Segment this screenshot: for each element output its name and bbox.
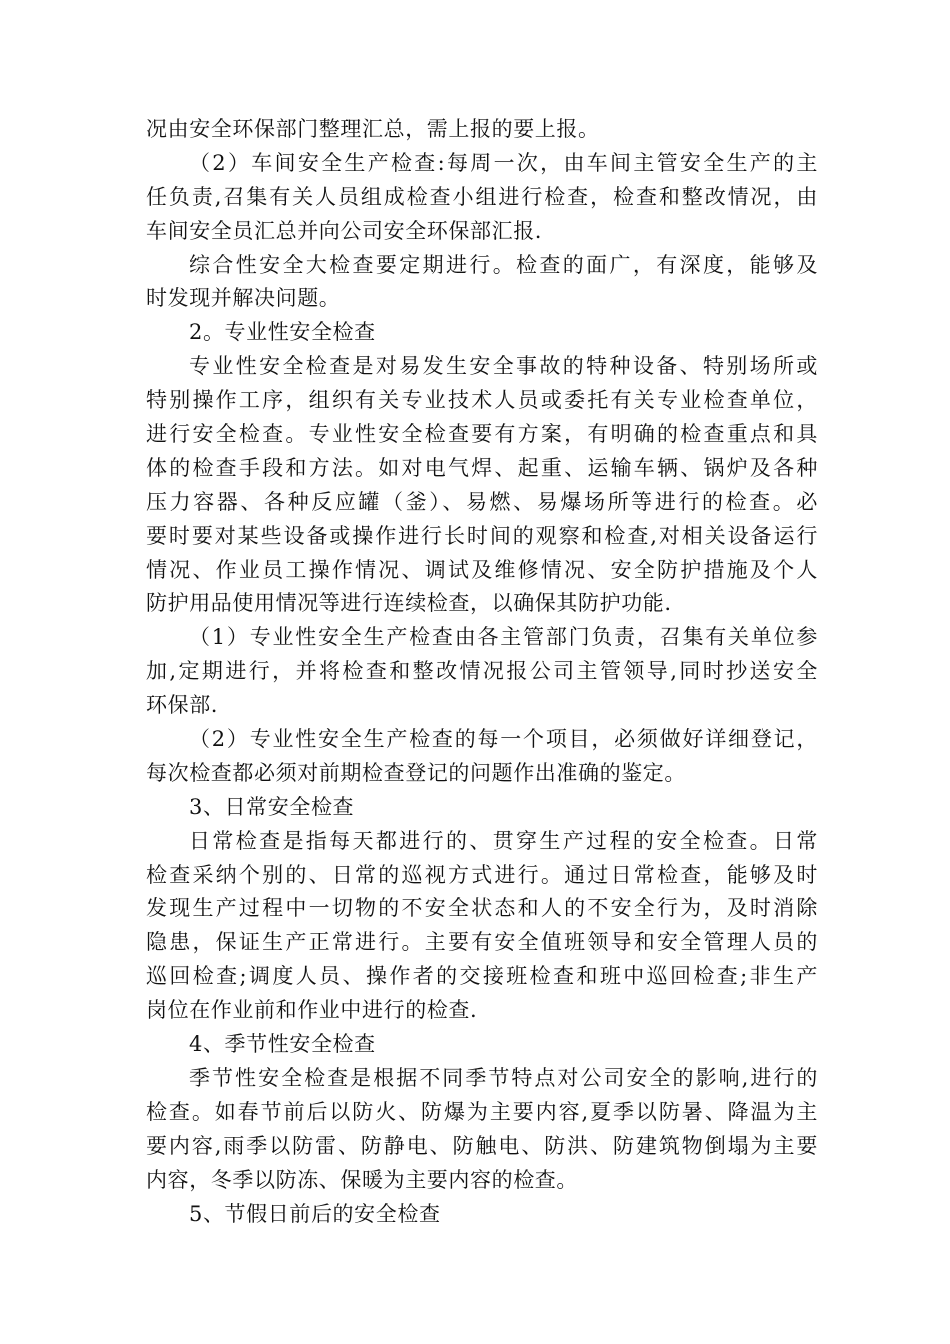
text-line: 季节性安全检查是根据不同季节特点对公司安全的影响,进行的: [189, 1065, 818, 1090]
section-heading: 5、节假日前后的安全检查: [189, 1201, 441, 1226]
text-line: 巡回检查;调度人员、操作者的交接班检查和班中巡回检查;非生产: [146, 964, 818, 989]
text-line: 特别操作工序，组织有关专业技术人员或委托有关专业检查单位，: [146, 388, 818, 413]
text-line: 隐患，保证生产正常进行。主要有安全值班领导和安全管理人员的: [146, 930, 818, 955]
text-line: 综合性安全大检查要定期进行。检查的面广，有深度，能够及: [189, 252, 818, 277]
document-page: [146, 113, 818, 1231]
text-line: （2）车间安全生产检查:每周一次，由车间主管安全生产的主: [189, 150, 818, 175]
text-line: 要内容,雨季以防雷、防静电、防触电、防洪、防建筑物倒塌为主要: [146, 1133, 818, 1158]
text-line: 要时要对某些设备或操作进行长时间的观察和检查,对相关设备运行: [146, 523, 818, 548]
text-line: 日常检查是指每天都进行的、贯穿生产过程的安全检查。日常: [189, 828, 818, 853]
text-line: 检查。如春节前后以防火、防爆为主要内容,夏季以防暑、降温为主: [146, 1099, 818, 1124]
text-line: （2）专业性安全生产检查的每一个项目，必须做好详细登记，: [189, 727, 818, 752]
text-line: 任负责,召集有关人员组成检查小组进行检查，检查和整改情况，由: [146, 184, 818, 209]
text-line: 体的检查手段和方法。如对电气焊、起重、运输车辆、锅炉及各种: [146, 455, 818, 480]
text-line: （1）专业性安全生产检查由各主管部门负责，召集有关单位参: [189, 625, 818, 650]
section-heading: 2。专业性安全检查: [189, 320, 376, 345]
text-line: 每次检查都必须对前期检查登记的问题作出准确的鉴定。: [146, 760, 686, 785]
text-line: 加,定期进行，并将检查和整改情况报公司主管领导,同时抄送安全: [146, 659, 818, 684]
text-line: 车间安全员汇总并向公司安全环保部汇报.: [146, 218, 543, 243]
text-line: 检查采纳个别的、日常的巡视方式进行。通过日常检查，能够及时: [146, 862, 818, 887]
text-line: 防护用品使用情况等进行连续检查，以确保其防护功能.: [146, 591, 672, 616]
text-line: 专业性安全检查是对易发生安全事故的特种设备、特别场所或: [189, 354, 818, 379]
text-line: 时发现并解决问题。: [146, 286, 341, 311]
section-heading: 3、日常安全检查: [189, 794, 355, 819]
text-line: 进行安全检查。专业性安全检查要有方案，有明确的检查重点和具: [146, 422, 818, 447]
section-heading: 4、季节性安全检查: [189, 1032, 376, 1057]
text-line: 岗位在作业前和作业中进行的检查.: [146, 998, 478, 1023]
text-line: 压力容器、各种反应罐（釜）、易燃、易爆场所等进行的检查。必: [146, 489, 818, 514]
text-line: 内容，冬季以防冻、保暖为主要内容的检查。: [146, 1167, 578, 1192]
text-line: 发现生产过程中一切物的不安全状态和人的不安全行为，及时消除: [146, 896, 818, 921]
text-line: 况由安全环保部门整理汇总，需上报的要上报。: [146, 117, 600, 141]
text-line: 环保部.: [146, 693, 219, 718]
text-line: 情况、作业员工操作情况、调试及维修情况、安全防护措施及个人: [146, 557, 818, 582]
